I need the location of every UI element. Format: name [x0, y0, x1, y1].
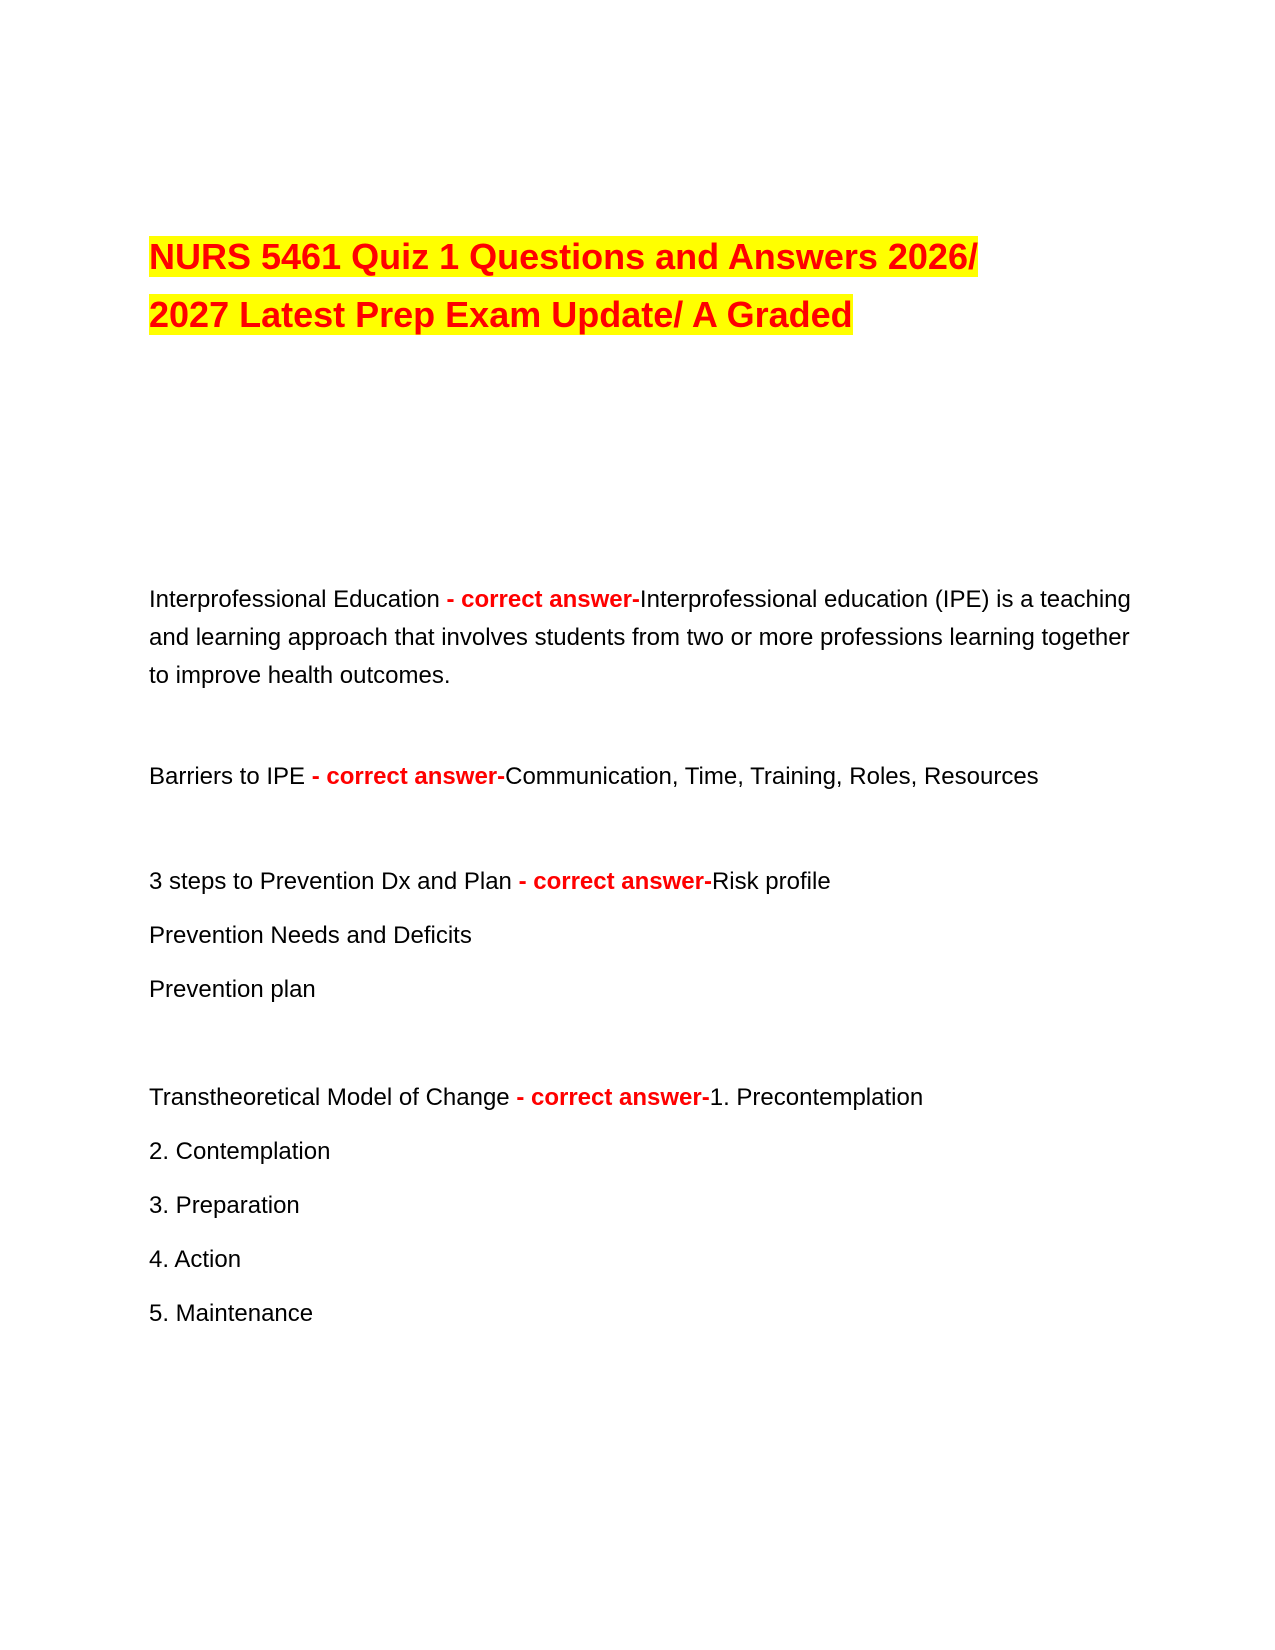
- answer-text: Risk profile: [711, 868, 831, 895]
- question-term: Barriers to IPE: [149, 763, 312, 790]
- answer-text: Communication, Time, Training, Roles, Resources: [505, 763, 1039, 790]
- question-term: 3 steps to Prevention Dx and Plan: [149, 868, 519, 895]
- answer-continuation-line: Prevention plan: [149, 976, 316, 1003]
- question-term: Interprofessional Education: [149, 586, 447, 613]
- answer-continuation-line: Prevention Needs and Deficits: [149, 922, 472, 949]
- qa-item-barriers: [149, 758, 1134, 796]
- correct-answer-separator: - correct answer-: [518, 868, 712, 895]
- question-term: Transtheoretical Model of Change: [149, 1084, 517, 1111]
- correct-answer-separator: - correct answer-: [311, 763, 506, 790]
- title-line-1: NURS 5461 Quiz 1 Questions and Answers 2026/: [149, 236, 978, 277]
- answer-continuation-line: 2. Contemplation: [149, 1138, 331, 1165]
- qa-item-transtheoretical: [149, 1079, 1134, 1117]
- title-line-2: 2027 Latest Prep Exam Update/ A Graded: [149, 294, 853, 335]
- answer-continuation-line: 3. Preparation: [149, 1192, 300, 1219]
- answer-continuation-line: 4. Action: [149, 1246, 242, 1273]
- qa-item-prevention: [149, 863, 1134, 901]
- document-title: [149, 228, 1109, 344]
- qa-item-ipe: [149, 581, 1134, 695]
- answer-text: Interprofessional education (IPE) is a teaching and learning approach that involves students from two or more professions learning together to improve health outcomes.: [149, 586, 1131, 689]
- answer-continuation-line: 5. Maintenance: [149, 1300, 314, 1327]
- correct-answer-separator: - correct answer-: [516, 1084, 710, 1111]
- answer-text: 1. Precontemplation: [709, 1084, 924, 1111]
- correct-answer-separator: - correct answer-: [446, 586, 640, 613]
